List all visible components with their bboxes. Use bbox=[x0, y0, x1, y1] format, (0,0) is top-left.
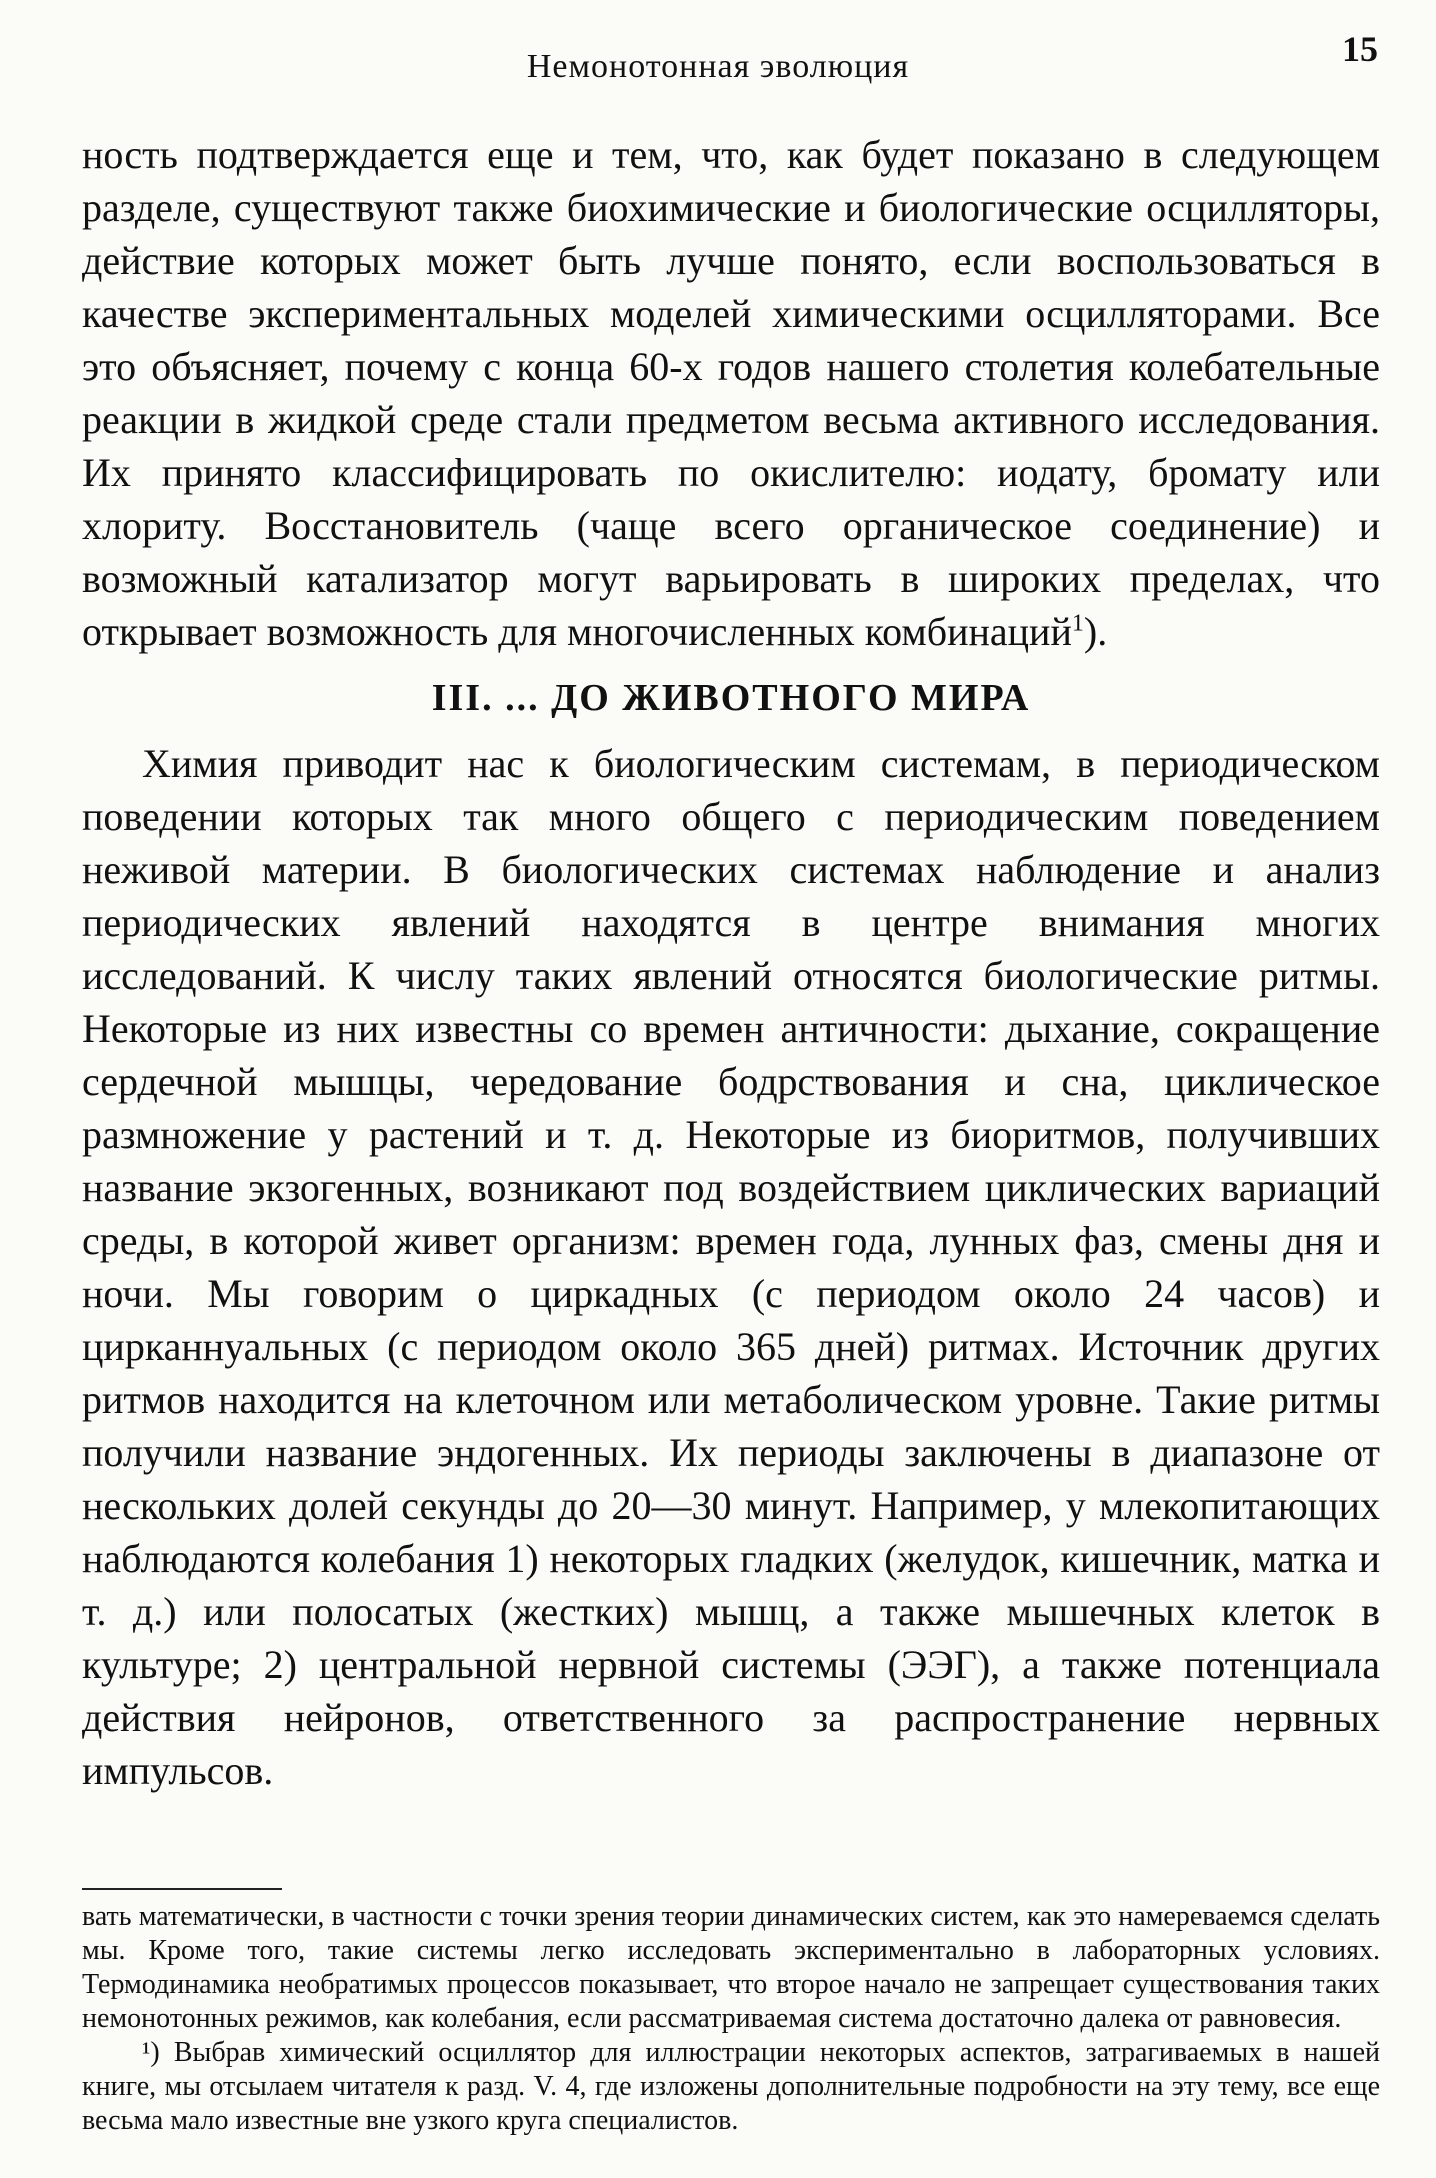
main-text bbox=[82, 128, 1380, 1797]
footnote-rule bbox=[82, 1888, 282, 1890]
footnote-1-marker: ¹) bbox=[142, 2037, 160, 2068]
footnote-1-text: Выбрав химический осциллятор для иллюстрации некоторых аспектов, затрагиваемых в нашей книге, мы отсылаем читателя к разд. V. 4, где изложены дополнительные подробности на эту тему, все еще весьма мало известные вне узкого круга специалистов. bbox=[82, 2037, 1380, 2136]
paragraph-1-end: ). bbox=[1083, 609, 1108, 654]
running-title: Немонотонная эволюция bbox=[526, 48, 910, 85]
footnote-continued: вать математически, в частности с точки зрения теории динамических систем, как это намереваемся сделать мы. Кроме того, такие системы легко исследовать экспериментально в лабораторных условиях. Термодинамика необратимых процессов показывает, что второе начало не запрещает существования таких немонотонных режимов, как колебания, если рассматриваемая система достаточно далека от равновесия. bbox=[82, 1901, 1380, 2034]
page-number: 15 bbox=[1342, 29, 1378, 69]
footnotes bbox=[82, 1900, 1380, 2138]
paragraph-1-text: ность подтверждается еще и тем, что, как будет показано в следующем разделе, существуют также биохимические и биологические осцилляторы, действие которых может быть лучше понято, если воспользоваться в качестве экспериментальных моделей химическими осцилляторами. Все это объясняет, почему с конца 60-х годов нашего столетия колебательные реакции в жидкой среде стали предметом весьма активного исследования. Их принято классифицировать по окислителю: иодату, бромату или хлориту. Восстановитель (чаще всего органическое соединение) и возможный катализатор могут варьировать в широких пределах, что открывает возможность для многочисленных комбинаций bbox=[82, 132, 1380, 654]
footnote-1 bbox=[82, 2036, 1380, 2138]
paragraph-1 bbox=[82, 128, 1380, 658]
section-heading: III. ... ДО ЖИВОТНОГО МИРА bbox=[431, 677, 1031, 719]
paragraph-2: Химия приводит нас к биологическим системам, в периодическом поведении которых так много общего с периодическим поведением неживой материи. В биологических системах наблюдение и анализ периодических явлений находятся в центре внимания многих исследований. К числу таких явлений относятся биологические ритмы. Некоторые из них известны со времен античности: дыхание, сокращение сердечной мышцы, чередование бодрствования и сна, циклическое размножение у растений и т. д. Некоторые из биоритмов, получивших название экзогенных, возникают под воздействием циклических вариаций среды, в которой живет организм: времен года, лунных фаз, смены дня и ночи. Мы говорим о циркадных (с периодом около 24 часов) и цирканнуальных (с периодом около 365 дней) ритмах. Источник других ритмов находится на клеточном или метаболическом уровне. Такие ритмы получили название эндогенных. Их периоды заключены в диапазоне от нескольких долей секунды до 20—30 минут. Например, у млекопитающих наблюдаются колебания 1) некоторых гладких (желудок, кишечник, матка и т. д.) или полосатых (жестких) мышц, а также мышечных клеток в культуре; 2) центральной нервной системы (ЭЭГ), а также потенциала действия нейронов, ответственного за распространение нервных импульсов. bbox=[82, 741, 1380, 1793]
footnote-marker: 1 bbox=[1071, 610, 1084, 637]
